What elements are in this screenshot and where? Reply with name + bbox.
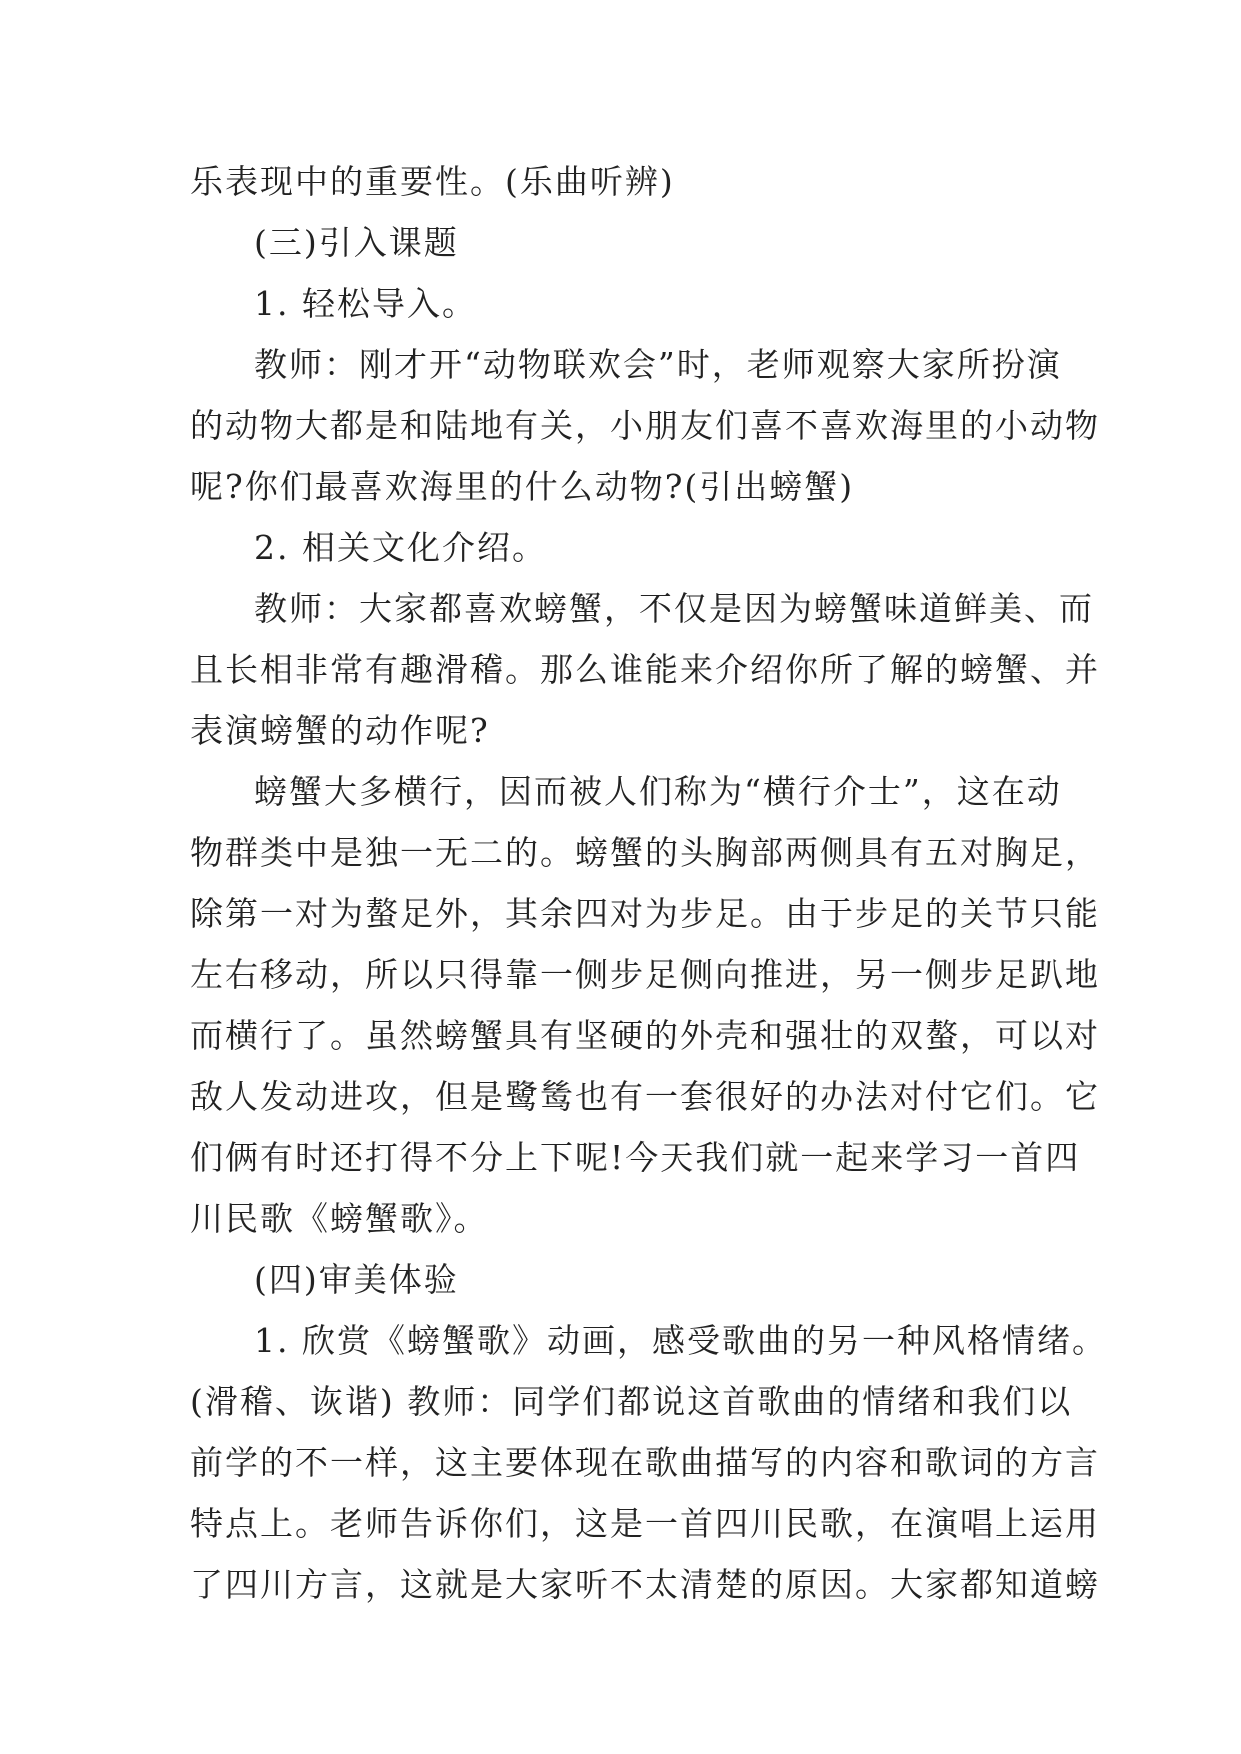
text-line: 教师：刚才开“动物联欢会”时，老师观察大家所扮演 <box>254 345 1062 384</box>
text-line: 螃蟹大多横行，因而被人们称为“横行介士”，这在动 <box>254 772 1062 811</box>
text-line: 左右移动，所以只得靠一侧步足侧向推进，另一侧步足趴地 <box>190 955 1100 994</box>
text-line: (滑稽、诙谐) 教师：同学们都说这首歌曲的情绪和我们以 <box>190 1382 1073 1421</box>
text-line: 且长相非常有趣滑稽。那么谁能来介绍你所了解的螃蟹、并 <box>190 650 1100 689</box>
section-heading: (三)引入课题 <box>254 223 459 262</box>
list-item-heading: 2. 相关文化介绍。 <box>254 528 547 567</box>
text-line: 而横行了。虽然螃蟹具有坚硬的外壳和强壮的双螯，可以对 <box>190 1016 1100 1055</box>
text-line: 了四川方言，这就是大家听不太清楚的原因。大家都知道螃 <box>190 1565 1100 1604</box>
text-line: 川民歌《螃蟹歌》。 <box>190 1199 489 1238</box>
section-heading: (四)审美体验 <box>254 1260 459 1299</box>
text-line: 物群类中是独一无二的。螃蟹的头胸部两侧具有五对胸足， <box>190 833 1100 872</box>
text-line: 教师：大家都喜欢螃蟹，不仅是因为螃蟹味道鲜美、而 <box>254 589 1094 628</box>
text-line: 前学的不一样，这主要体现在歌曲描写的内容和歌词的方言 <box>190 1443 1100 1482</box>
text-line: 敌人发动进攻，但是鹭鸶也有一套很好的办法对付它们。它 <box>190 1077 1100 1116</box>
text-line: 们俩有时还打得不分上下呢!今天我们就一起来学习一首四 <box>190 1138 1081 1177</box>
text-line: 乐表现中的重要性。(乐曲听辨) <box>190 162 675 201</box>
text-line: 表演螃蟹的动作呢? <box>190 711 490 750</box>
list-item-heading: 1. 轻松导入。 <box>254 284 477 323</box>
text-line: 的动物大都是和陆地有关，小朋友们喜不喜欢海里的小动物 <box>190 406 1100 445</box>
text-line: 特点上。老师告诉你们，这是一首四川民歌，在演唱上运用 <box>190 1504 1100 1543</box>
list-item-heading: 1. 欣赏《螃蟹歌》动画，感受歌曲的另一种风格情绪。 <box>254 1321 1107 1360</box>
text-line: 呢?你们最喜欢海里的什么动物?(引出螃蟹) <box>190 467 855 506</box>
text-line: 除第一对为螯足外，其余四对为步足。由于步足的关节只能 <box>190 894 1100 933</box>
